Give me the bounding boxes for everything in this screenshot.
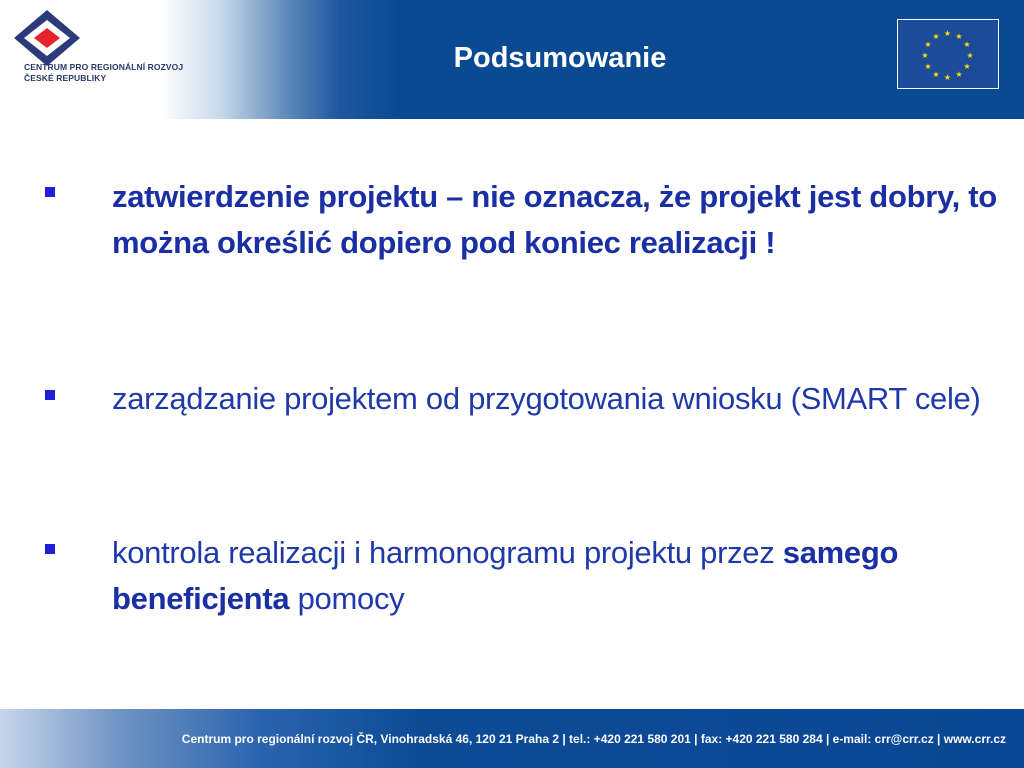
footer-contact-text: Centrum pro regionální rozvoj ČR, Vinohradská 46, 120 21 Praha 2 | tel.: +420 221 580 201 | fax: +420 221 580 284 | e-mail: crr@crr.cz | www.crr.cz bbox=[181, 732, 1006, 746]
svg-text:★: ★ bbox=[932, 32, 940, 41]
svg-text:★: ★ bbox=[963, 40, 971, 49]
bullet-item-3-pre: kontrola realizacji i harmonogramu projektu przez bbox=[112, 535, 783, 570]
svg-text:★: ★ bbox=[955, 32, 963, 41]
bullet-item-1-text: zatwierdzenie projektu – nie oznacza, że projekt jest dobry, to można określić dopiero pod koniec realizacji ! bbox=[112, 179, 997, 260]
bullet-square-icon bbox=[45, 390, 55, 400]
bullet-square-icon bbox=[45, 544, 55, 554]
svg-text:★: ★ bbox=[924, 62, 932, 71]
footer-bar bbox=[0, 709, 1024, 768]
slide-title: Podsumowanie bbox=[453, 42, 667, 74]
logo-line-1: CENTRUM PRO REGIONÁLNÍ ROZVOJ bbox=[24, 62, 184, 72]
svg-text:★: ★ bbox=[966, 51, 974, 60]
bullet-item-1 bbox=[112, 174, 1002, 266]
svg-text:★: ★ bbox=[943, 29, 952, 38]
bullet-square-icon bbox=[45, 187, 55, 197]
svg-text:★: ★ bbox=[921, 51, 929, 60]
bullet-item-3-bold: samego beneficjenta bbox=[112, 535, 899, 616]
svg-text:★: ★ bbox=[943, 73, 952, 82]
svg-text:★: ★ bbox=[932, 70, 940, 79]
svg-text:★: ★ bbox=[924, 40, 932, 49]
bullet-item-3 bbox=[112, 530, 1002, 622]
svg-text:★: ★ bbox=[963, 62, 971, 71]
svg-text:★: ★ bbox=[955, 70, 963, 79]
logo-line-2: ČESKÉ REPUBLIKY bbox=[24, 73, 107, 83]
bullet-item-2: zarządzanie projektem od przygotowania wniosku (SMART cele) bbox=[112, 381, 981, 416]
bullet-item-3-post: pomocy bbox=[289, 581, 405, 616]
